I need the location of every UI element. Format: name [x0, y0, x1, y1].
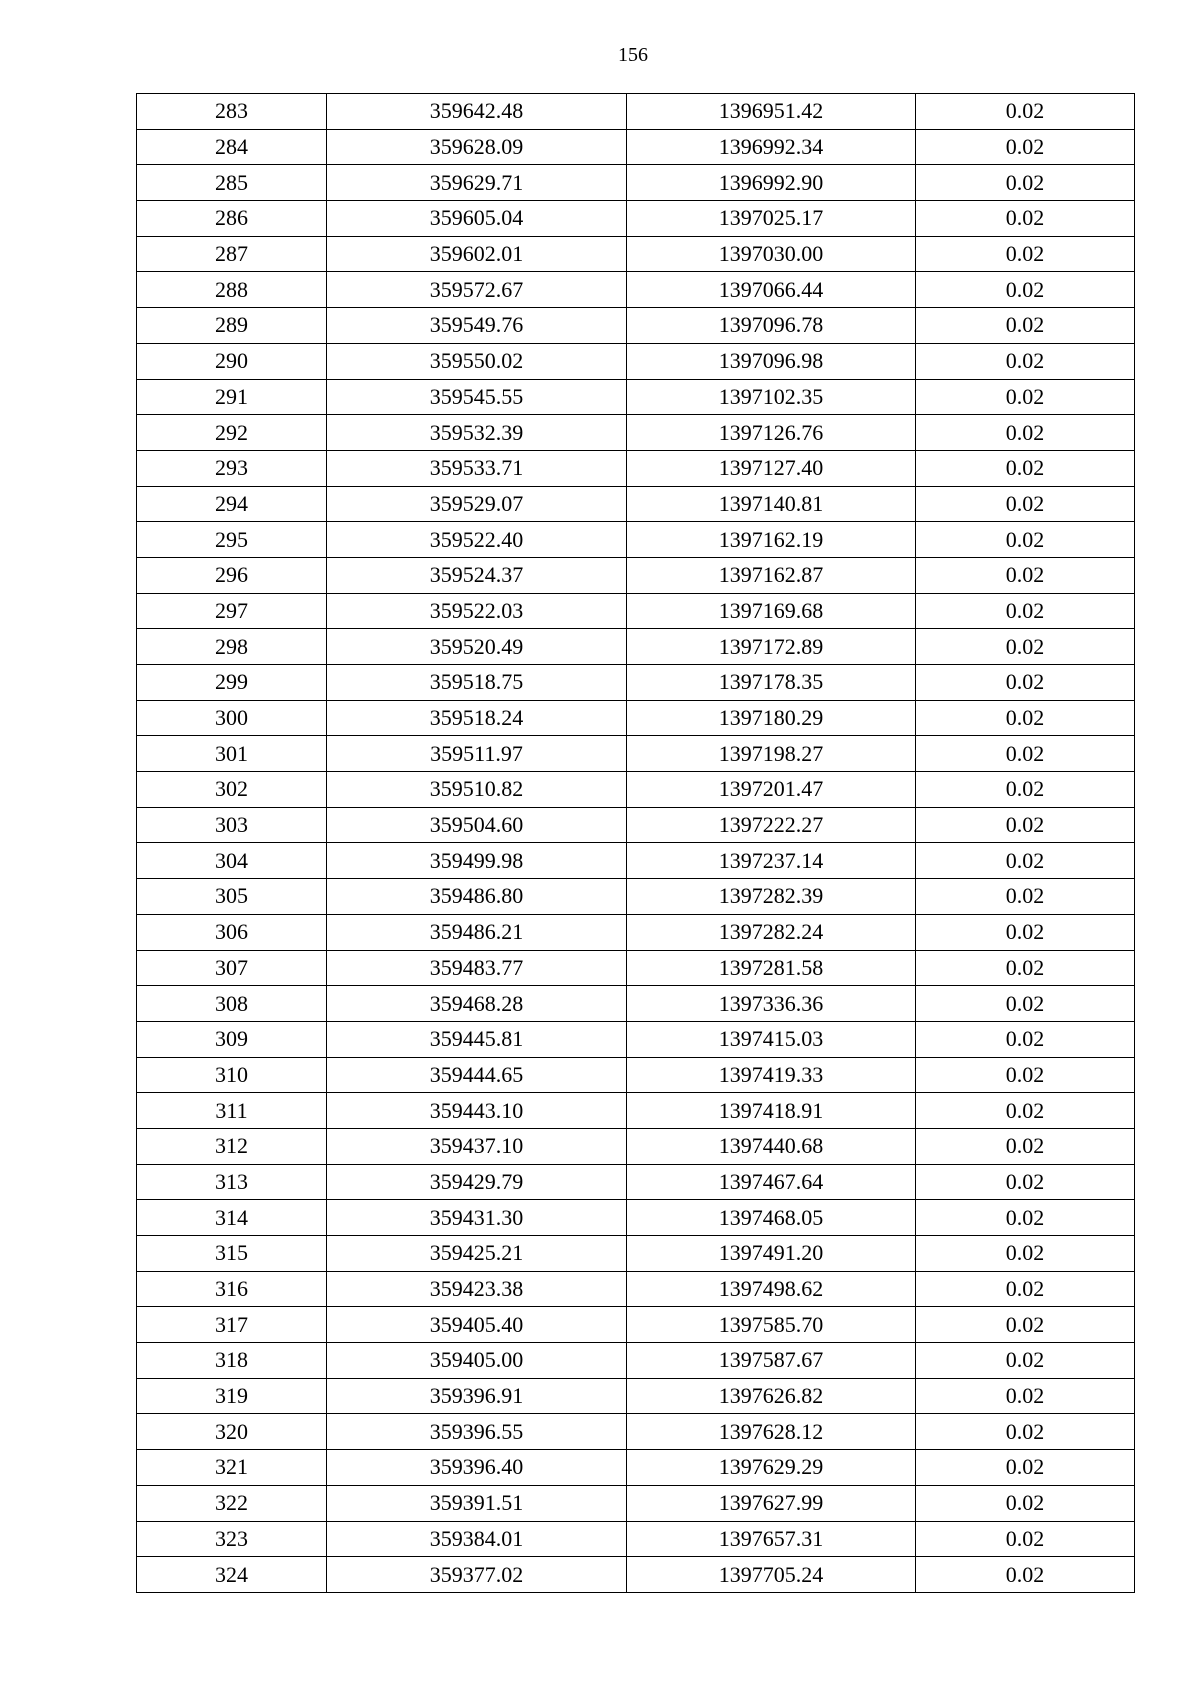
- error-cell: 0.02: [916, 1343, 1135, 1379]
- table-row: [137, 772, 1135, 808]
- x-coordinate-cell: 359405.00: [327, 1343, 627, 1379]
- error-cell: 0.02: [916, 843, 1135, 879]
- point-number-cell: 305: [137, 879, 327, 915]
- point-number-cell: 310: [137, 1057, 327, 1093]
- point-number-cell: 316: [137, 1271, 327, 1307]
- table-row: [137, 986, 1135, 1022]
- x-coordinate-cell: 359396.40: [327, 1450, 627, 1486]
- table-row: [137, 1236, 1135, 1272]
- x-coordinate-cell: 359405.40: [327, 1307, 627, 1343]
- error-cell: 0.02: [916, 736, 1135, 772]
- x-coordinate-cell: 359533.71: [327, 450, 627, 486]
- y-coordinate-cell: 1397657.31: [627, 1521, 916, 1557]
- x-coordinate-cell: 359602.01: [327, 236, 627, 272]
- point-number-cell: 312: [137, 1128, 327, 1164]
- point-number-cell: 304: [137, 843, 327, 879]
- y-coordinate-cell: 1397627.99: [627, 1485, 916, 1521]
- point-number-cell: 301: [137, 736, 327, 772]
- x-coordinate-cell: 359642.48: [327, 94, 627, 130]
- table-row: [137, 1557, 1135, 1593]
- table-row: [137, 1307, 1135, 1343]
- table-row: [137, 201, 1135, 237]
- y-coordinate-cell: 1397126.76: [627, 415, 916, 451]
- x-coordinate-cell: 359391.51: [327, 1485, 627, 1521]
- table-row: [137, 736, 1135, 772]
- x-coordinate-cell: 359518.75: [327, 665, 627, 701]
- x-coordinate-cell: 359396.91: [327, 1378, 627, 1414]
- x-coordinate-cell: 359443.10: [327, 1093, 627, 1129]
- y-coordinate-cell: 1397096.78: [627, 308, 916, 344]
- error-cell: 0.02: [916, 1414, 1135, 1450]
- table-row: [137, 1485, 1135, 1521]
- point-number-cell: 283: [137, 94, 327, 130]
- error-cell: 0.02: [916, 1521, 1135, 1557]
- y-coordinate-cell: 1397585.70: [627, 1307, 916, 1343]
- x-coordinate-cell: 359529.07: [327, 486, 627, 522]
- error-cell: 0.02: [916, 1450, 1135, 1486]
- point-number-cell: 289: [137, 308, 327, 344]
- point-number-cell: 313: [137, 1164, 327, 1200]
- point-number-cell: 300: [137, 700, 327, 736]
- table-row: [137, 1128, 1135, 1164]
- y-coordinate-cell: 1397201.47: [627, 772, 916, 808]
- error-cell: 0.02: [916, 450, 1135, 486]
- table-row: [137, 1200, 1135, 1236]
- y-coordinate-cell: 1397162.87: [627, 557, 916, 593]
- point-number-cell: 320: [137, 1414, 327, 1450]
- y-coordinate-cell: 1397498.62: [627, 1271, 916, 1307]
- y-coordinate-cell: 1397440.68: [627, 1128, 916, 1164]
- y-coordinate-cell: 1397491.20: [627, 1236, 916, 1272]
- table-row: [137, 236, 1135, 272]
- error-cell: 0.02: [916, 272, 1135, 308]
- error-cell: 0.02: [916, 1378, 1135, 1414]
- y-coordinate-cell: 1397336.36: [627, 986, 916, 1022]
- table-row: [137, 843, 1135, 879]
- y-coordinate-cell: 1397162.19: [627, 522, 916, 558]
- point-number-cell: 317: [137, 1307, 327, 1343]
- error-cell: 0.02: [916, 879, 1135, 915]
- error-cell: 0.02: [916, 1200, 1135, 1236]
- x-coordinate-cell: 359483.77: [327, 950, 627, 986]
- x-coordinate-cell: 359522.03: [327, 593, 627, 629]
- error-cell: 0.02: [916, 629, 1135, 665]
- y-coordinate-cell: 1397172.89: [627, 629, 916, 665]
- y-coordinate-cell: 1397282.39: [627, 879, 916, 915]
- point-number-cell: 294: [137, 486, 327, 522]
- x-coordinate-cell: 359396.55: [327, 1414, 627, 1450]
- point-number-cell: 290: [137, 343, 327, 379]
- x-coordinate-cell: 359423.38: [327, 1271, 627, 1307]
- error-cell: 0.02: [916, 165, 1135, 201]
- x-coordinate-cell: 359444.65: [327, 1057, 627, 1093]
- point-number-cell: 285: [137, 165, 327, 201]
- table-row: [137, 165, 1135, 201]
- y-coordinate-cell: 1397025.17: [627, 201, 916, 237]
- x-coordinate-cell: 359605.04: [327, 201, 627, 237]
- error-cell: 0.02: [916, 986, 1135, 1022]
- y-coordinate-cell: 1397467.64: [627, 1164, 916, 1200]
- point-number-cell: 286: [137, 201, 327, 237]
- table-row: [137, 1093, 1135, 1129]
- x-coordinate-cell: 359384.01: [327, 1521, 627, 1557]
- y-coordinate-cell: 1397626.82: [627, 1378, 916, 1414]
- error-cell: 0.02: [916, 557, 1135, 593]
- error-cell: 0.02: [916, 1128, 1135, 1164]
- point-number-cell: 297: [137, 593, 327, 629]
- y-coordinate-cell: 1397629.29: [627, 1450, 916, 1486]
- table-row: [137, 629, 1135, 665]
- error-cell: 0.02: [916, 1093, 1135, 1129]
- x-coordinate-cell: 359629.71: [327, 165, 627, 201]
- y-coordinate-cell: 1397102.35: [627, 379, 916, 415]
- table-row: [137, 1021, 1135, 1057]
- x-coordinate-cell: 359437.10: [327, 1128, 627, 1164]
- x-coordinate-cell: 359518.24: [327, 700, 627, 736]
- table-row: [137, 379, 1135, 415]
- point-number-cell: 315: [137, 1236, 327, 1272]
- point-number-cell: 306: [137, 914, 327, 950]
- y-coordinate-cell: 1397281.58: [627, 950, 916, 986]
- x-coordinate-cell: 359510.82: [327, 772, 627, 808]
- point-number-cell: 323: [137, 1521, 327, 1557]
- point-number-cell: 298: [137, 629, 327, 665]
- y-coordinate-cell: 1396992.90: [627, 165, 916, 201]
- y-coordinate-cell: 1397222.27: [627, 807, 916, 843]
- point-number-cell: 307: [137, 950, 327, 986]
- error-cell: 0.02: [916, 1057, 1135, 1093]
- x-coordinate-cell: 359504.60: [327, 807, 627, 843]
- y-coordinate-cell: 1397096.98: [627, 343, 916, 379]
- x-coordinate-cell: 359549.76: [327, 308, 627, 344]
- point-number-cell: 324: [137, 1557, 327, 1593]
- x-coordinate-cell: 359468.28: [327, 986, 627, 1022]
- table-row: [137, 807, 1135, 843]
- point-number-cell: 296: [137, 557, 327, 593]
- table-row: [137, 1057, 1135, 1093]
- y-coordinate-cell: 1396951.42: [627, 94, 916, 130]
- point-number-cell: 288: [137, 272, 327, 308]
- point-number-cell: 309: [137, 1021, 327, 1057]
- error-cell: 0.02: [916, 129, 1135, 165]
- y-coordinate-cell: 1397705.24: [627, 1557, 916, 1593]
- y-coordinate-cell: 1397419.33: [627, 1057, 916, 1093]
- table-row: [137, 1343, 1135, 1379]
- y-coordinate-cell: 1397587.67: [627, 1343, 916, 1379]
- error-cell: 0.02: [916, 950, 1135, 986]
- x-coordinate-cell: 359628.09: [327, 129, 627, 165]
- point-number-cell: 319: [137, 1378, 327, 1414]
- x-coordinate-cell: 359425.21: [327, 1236, 627, 1272]
- error-cell: 0.02: [916, 1307, 1135, 1343]
- x-coordinate-cell: 359520.49: [327, 629, 627, 665]
- y-coordinate-cell: 1396992.34: [627, 129, 916, 165]
- error-cell: 0.02: [916, 772, 1135, 808]
- x-coordinate-cell: 359445.81: [327, 1021, 627, 1057]
- table-row: [137, 1521, 1135, 1557]
- error-cell: 0.02: [916, 593, 1135, 629]
- table-row: [137, 700, 1135, 736]
- y-coordinate-cell: 1397237.14: [627, 843, 916, 879]
- x-coordinate-cell: 359550.02: [327, 343, 627, 379]
- error-cell: 0.02: [916, 1557, 1135, 1593]
- y-coordinate-cell: 1397140.81: [627, 486, 916, 522]
- table-body: [137, 94, 1135, 1593]
- error-cell: 0.02: [916, 236, 1135, 272]
- y-coordinate-cell: 1397468.05: [627, 1200, 916, 1236]
- x-coordinate-cell: 359486.21: [327, 914, 627, 950]
- x-coordinate-cell: 359545.55: [327, 379, 627, 415]
- y-coordinate-cell: 1397127.40: [627, 450, 916, 486]
- error-cell: 0.02: [916, 415, 1135, 451]
- x-coordinate-cell: 359522.40: [327, 522, 627, 558]
- x-coordinate-cell: 359524.37: [327, 557, 627, 593]
- table-row: [137, 415, 1135, 451]
- y-coordinate-cell: 1397628.12: [627, 1414, 916, 1450]
- error-cell: 0.02: [916, 1271, 1135, 1307]
- x-coordinate-cell: 359486.80: [327, 879, 627, 915]
- error-cell: 0.02: [916, 914, 1135, 950]
- error-cell: 0.02: [916, 308, 1135, 344]
- point-number-cell: 308: [137, 986, 327, 1022]
- table-row: [137, 1414, 1135, 1450]
- table-row: [137, 593, 1135, 629]
- y-coordinate-cell: 1397178.35: [627, 665, 916, 701]
- point-number-cell: 302: [137, 772, 327, 808]
- point-number-cell: 299: [137, 665, 327, 701]
- table-row: [137, 950, 1135, 986]
- point-number-cell: 322: [137, 1485, 327, 1521]
- y-coordinate-cell: 1397198.27: [627, 736, 916, 772]
- error-cell: 0.02: [916, 94, 1135, 130]
- x-coordinate-cell: 359429.79: [327, 1164, 627, 1200]
- y-coordinate-cell: 1397415.03: [627, 1021, 916, 1057]
- error-cell: 0.02: [916, 1164, 1135, 1200]
- table-row: [137, 343, 1135, 379]
- table-row: [137, 94, 1135, 130]
- table-row: [137, 665, 1135, 701]
- x-coordinate-cell: 359431.30: [327, 1200, 627, 1236]
- y-coordinate-cell: 1397066.44: [627, 272, 916, 308]
- point-number-cell: 295: [137, 522, 327, 558]
- error-cell: 0.02: [916, 1236, 1135, 1272]
- error-cell: 0.02: [916, 379, 1135, 415]
- error-cell: 0.02: [916, 1485, 1135, 1521]
- y-coordinate-cell: 1397169.68: [627, 593, 916, 629]
- error-cell: 0.02: [916, 1021, 1135, 1057]
- table-row: [137, 879, 1135, 915]
- error-cell: 0.02: [916, 343, 1135, 379]
- point-number-cell: 293: [137, 450, 327, 486]
- x-coordinate-cell: 359532.39: [327, 415, 627, 451]
- y-coordinate-cell: 1397030.00: [627, 236, 916, 272]
- table-row: [137, 522, 1135, 558]
- table-row: [137, 557, 1135, 593]
- error-cell: 0.02: [916, 807, 1135, 843]
- table-row: [137, 308, 1135, 344]
- table-row: [137, 450, 1135, 486]
- table-row: [137, 914, 1135, 950]
- point-number-cell: 318: [137, 1343, 327, 1379]
- point-number-cell: 321: [137, 1450, 327, 1486]
- y-coordinate-cell: 1397282.24: [627, 914, 916, 950]
- point-number-cell: 314: [137, 1200, 327, 1236]
- table-row: [137, 486, 1135, 522]
- y-coordinate-cell: 1397180.29: [627, 700, 916, 736]
- y-coordinate-cell: 1397418.91: [627, 1093, 916, 1129]
- error-cell: 0.02: [916, 700, 1135, 736]
- table-row: [137, 1164, 1135, 1200]
- x-coordinate-cell: 359499.98: [327, 843, 627, 879]
- table-row: [137, 1271, 1135, 1307]
- point-number-cell: 291: [137, 379, 327, 415]
- table-row: [137, 272, 1135, 308]
- x-coordinate-cell: 359511.97: [327, 736, 627, 772]
- coordinate-table: [136, 93, 1135, 1593]
- error-cell: 0.02: [916, 665, 1135, 701]
- point-number-cell: 287: [137, 236, 327, 272]
- table-row: [137, 1378, 1135, 1414]
- error-cell: 0.02: [916, 201, 1135, 237]
- point-number-cell: 284: [137, 129, 327, 165]
- table-row: [137, 1450, 1135, 1486]
- error-cell: 0.02: [916, 486, 1135, 522]
- page-number: 156: [618, 44, 648, 66]
- point-number-cell: 292: [137, 415, 327, 451]
- point-number-cell: 303: [137, 807, 327, 843]
- point-number-cell: 311: [137, 1093, 327, 1129]
- x-coordinate-cell: 359377.02: [327, 1557, 627, 1593]
- error-cell: 0.02: [916, 522, 1135, 558]
- table-row: [137, 129, 1135, 165]
- x-coordinate-cell: 359572.67: [327, 272, 627, 308]
